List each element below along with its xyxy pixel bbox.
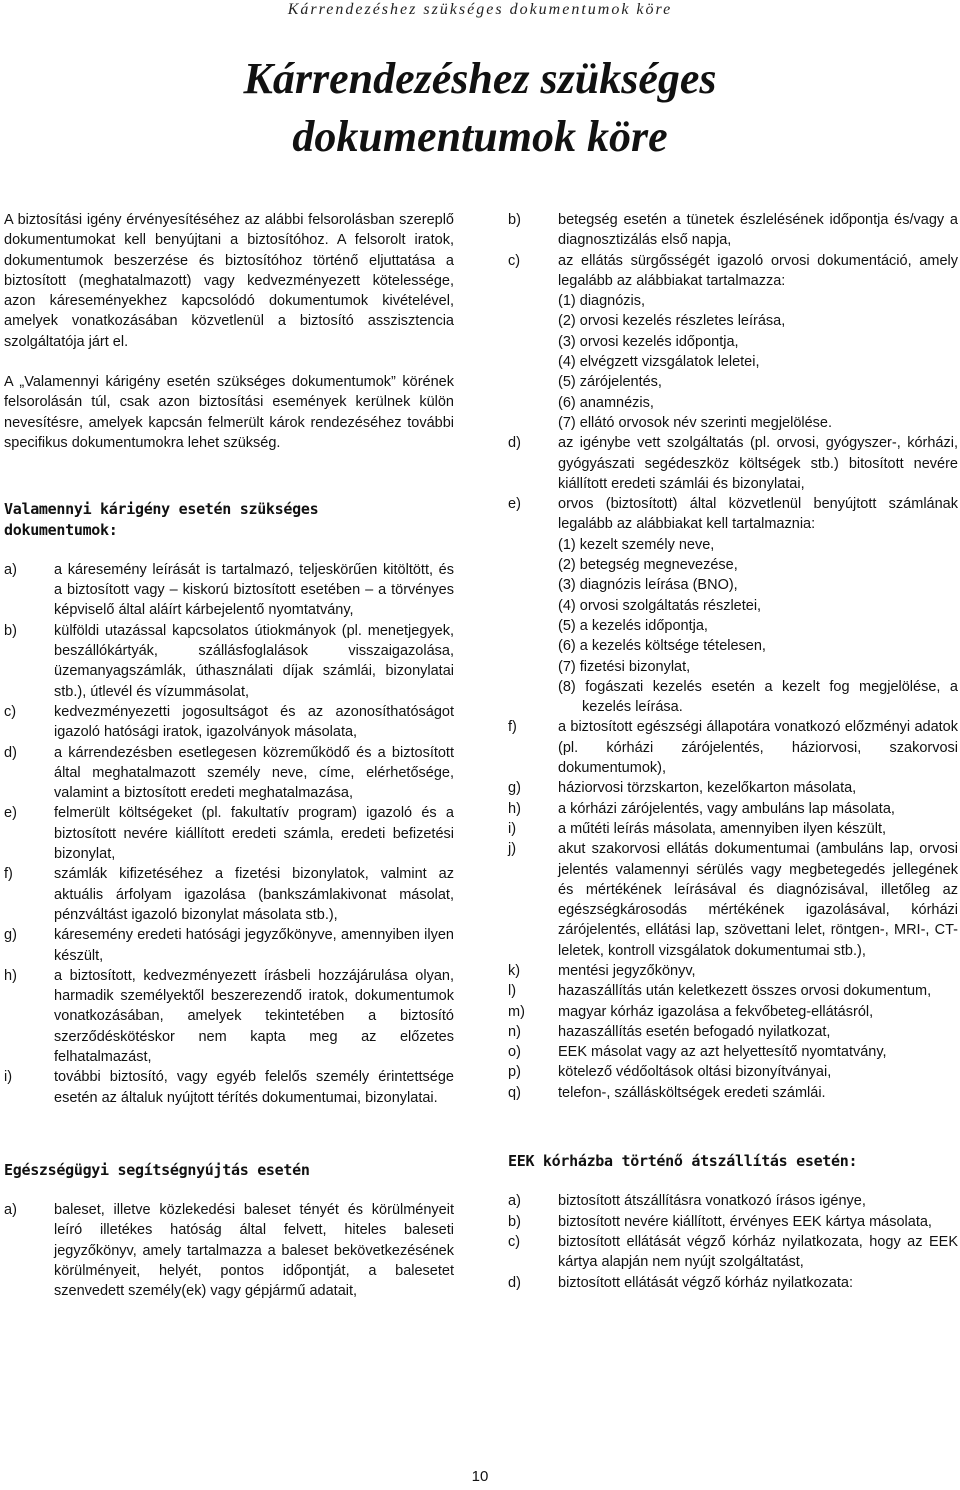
page-title [0,50,960,166]
list-item [508,1002,958,1022]
list-item-label: g) [4,927,17,944]
list-item-text: számlák kifizetéséhez a fizetési bizonylatok, valmint az aktuális árfolyam igazolása (bankszámlakivonat másolat, pénzváltást igazoló bizonylat másolata stb.), [54,866,454,923]
list-item [508,1042,958,1062]
list-item [508,961,958,981]
running-head: Kárrendezéshez szükséges dokumentumok köre [287,1,673,18]
list-item [508,251,958,434]
list-item-label: h) [508,800,521,817]
list-item [4,702,454,743]
general-heading-line-2: dokumentumok: [4,520,118,539]
list-item [4,560,454,621]
list-item-text: EEK másolat vagy az azt helyettesítő nyomtatvány, [558,1044,887,1061]
sub-item: (2) orvosi kezelés részletes leírása, [558,313,786,330]
list-item-label: h) [4,967,17,984]
list-item-text: külföldi utazással kapcsolatos útiokmányok (pl. menetjegyek, beszállókártyák, szállásfoglalások visszaigazolása, üzemanyagszámlák, úthasználati díjak számlái, bizonylatai stb.), útlevél és vízummásolat, [54,622,454,700]
list-item [4,1200,454,1301]
list-item-text: további biztosító, vagy egyéb felelős személy érintettsége esetén az általuk nyújtott térítés dokumentumai, bizonylatai. [54,1069,454,1106]
list-item-label: e) [508,496,521,513]
list-item-label: a) [508,1193,521,1210]
list-item-text: a kárrendezésben esetlegesen közreműködő és a biztosított által meghatalmazott személy neve, címe, elérhetősége, valamint a biztosított eredeti meghatalmazása, [54,744,454,802]
list-item [508,1273,958,1293]
sub-item: (5) a kezelés időpontja, [558,617,708,634]
list-item-text: a biztosított, kedvezményezett írásbeli hozzájárulása olyan, harmadik személyektől beszerezendő iratok, dokumentumok vonatkozásában, amelyek tekintetében a biztosító szerződéskötéskor nem kapta meg az előzetes felhatalmazást, [54,967,454,1065]
list-item [4,925,454,966]
list-item [4,864,454,925]
list-item [4,621,454,702]
list-item-label: f) [4,866,13,883]
right-column [508,210,958,1293]
list-item-text: káresemény eredeti hatósági jegyzőkönyve, amennyiben ilyen készült, [54,927,454,964]
health-documents-list [508,210,958,1103]
page-number: 10 [471,1468,489,1485]
sub-item: (3) diagnózis leírása (BNO), [558,577,738,594]
general-documents-heading [4,499,454,540]
list-item [508,433,958,494]
list-item-label: l) [508,983,517,1000]
title-line-2: dokumentumok köre [292,112,668,161]
sub-item: (4) elvégzett vizsgálatok leletei, [558,354,760,371]
list-item [508,839,958,961]
list-item-text: telefon-, szállásköltségek eredeti számlái. [558,1084,826,1101]
health-assistance-heading: Egészségügyi segítségnyújtás esetén [4,1160,310,1179]
intro-paragraph-1: A biztosítási igény érvényesítéséhez az alábbi felsorolásban szereplő dokumentumokat kell benyújtani a biztosítóhoz. A felsorolt iratok, dokumentumok beszerzése és biztosítóhoz történő eljuttatása a biztosított (meghatalmazott) vagy kedvezményezett kötelessége, azon káreseményekhez kapcsolódó dokumentumok kivételével, amelyek vonatkozásában közvetlenül a biztosító asszisztencia szolgáltatója járt el. [4,212,454,350]
list-item-text: baleset, illetve közlekedési baleset tényét és körülményeit leíró illetékes hatóság által felvett, hiteles baleseti jegyzőkönyv, amely tartalmazza a baleset bekövetkezésének körülményeit, helyét, pontos időpontját, a balesetet szenvedett személy(ek) vagy gépjármű adatait, [54,1202,454,1300]
sub-item: (2) betegség megnevezése, [558,557,738,574]
list-item [508,494,958,717]
list-item-label: b) [4,622,17,639]
list-item [508,819,958,839]
list-item-label: d) [508,435,521,452]
list-item-label: g) [508,780,521,797]
list-item [508,717,958,778]
list-item [508,1212,958,1232]
list-item [4,1067,454,1108]
list-item-label: b) [508,1213,521,1230]
list-item-text: a biztosított egészségi állapotára vonatkozó előzményi adatok (pl. kórházi zárójelentés, háziorvosi, szakorvosi dokumentumok), [558,719,958,777]
list-item-label: c) [508,252,521,269]
list-item-label: j) [508,841,517,858]
list-item [508,210,958,251]
list-item-label: q) [508,1084,521,1101]
list-item-label: i) [4,1069,13,1086]
sub-item: (4) orvosi szolgáltatás részletei, [558,597,762,614]
list-item [4,803,454,864]
sub-item: (8) fogászati kezelés esetén a kezelt fog megjelölése, a kezelés leírása. [558,678,958,716]
list-item-text: a kórházi zárójelentés, vagy ambuláns lap másolata, [558,800,895,817]
sub-item: (1) diagnózis, [558,293,646,310]
list-item-label: k) [508,962,521,979]
list-item-label: p) [508,1064,521,1081]
sub-item: (1) kezelt személy neve, [558,536,715,553]
list-item [508,1191,958,1211]
list-item [4,966,454,1067]
sub-item: (6) anamnézis, [558,394,654,411]
list-item [508,981,958,1001]
list-item-body [558,251,958,434]
list-item-text: kötelező védőoltások oltási bizonyítványai, [558,1064,832,1081]
eek-transfer-list [508,1191,958,1292]
general-heading-line-1: Valamennyi kárigény esetén szükséges [4,500,319,519]
list-item-label: d) [4,744,17,761]
list-item-label: c) [508,1233,521,1250]
list-item-label: n) [508,1023,521,1040]
health-assistance-list [4,1200,454,1301]
list-item-text: magyar kórház igazolása a fekvőbeteg-ellátásról, [558,1003,874,1020]
list-item-text: mentési jegyzőkönyv, [558,962,696,979]
list-item-label: b) [508,212,521,228]
list-item-label: a) [4,1202,17,1219]
title-line-1: Kárrendezéshez szükséges [243,54,717,103]
list-item-text: betegség esetén a tünetek észlelésének időpontja és/vagy a diagnosztizálás első napja, [558,212,958,249]
eek-transfer-heading: EEK kórházba történő átszállítás esetén: [508,1152,858,1171]
list-item [4,743,454,804]
sub-item: (7) fizetési bizonylat, [558,658,691,675]
list-item-text: biztosított ellátását végző kórház nyilatkozata, hogy az EEK kártya alapján nem nyújt szolgáltatást, [558,1233,958,1271]
list-item-text: felmerült költségeket (pl. fakultatív program) igazoló és a biztosított nevére kiállított eredeti számla, eredeti befizetési bizonylat, [54,805,454,863]
list-item-label: f) [508,719,517,736]
list-item [508,1083,958,1103]
list-item-label: i) [508,820,517,837]
intro-paragraph-2: A „Valamennyi kárigény esetén szükséges dokumentumok” körének felsorolásán túl, csak azon biztosítási események kerülnek külön nevesítésre, amelyek kapcsán felmerült károk rendezéséhez további specifikus dokumentumokra lehet szükség. [4,374,454,451]
list-item [508,1022,958,1042]
list-item-label: a) [4,561,17,578]
list-item-text: a műtéti leírás másolata, amennyiben ilyen készült, [558,820,887,837]
list-item-text: akut szakorvosi ellátás dokumentumai (ambuláns lap, orvosi jelentés valamennyi sérülés vagy megbetegedés jellegének és mértékének leírásával és diagnózisával, illetőleg az egészségkárosodás mértékének igazolásával, kórházi zárójelentés, ellátási lap, szövettani lelet, röntgen-, MRI-, CT-leletek, kontroll vizsgálatok dokumentumai stb.), [558,841,958,959]
list-item-text: az ellátás sürgősségét igazoló orvosi dokumentáció, amely legalább az alábbiakat tartalmazza: [558,252,958,289]
list-item-body [558,494,958,717]
list-item-text: háziorvosi törzskarton, kezelőkarton másolata, [558,780,857,797]
list-item [508,1232,958,1273]
general-documents-list [4,560,454,1108]
sub-item: (7) ellátó orvosok név szerinti megjelölése. [558,414,833,431]
list-item-text: biztosított ellátását végző kórház nyilatkozata: [558,1274,853,1291]
list-item-text: a káresemény leírását is tartalmazó, teljeskörűen kitöltött, és a biztosított vagy – kiskorú biztosított esetében – a törvényes képviselő által aláírt kárbejelentő nyomtatvány, [54,561,454,619]
list-item-label: m) [508,1003,525,1020]
list-item-label: e) [4,805,17,822]
sub-item: (5) zárójelentés, [558,374,662,391]
list-item-label: o) [508,1044,521,1061]
list-item-text: kedvezményezetti jogosultságot és az azonosíthatóságot igazoló hatósági iratok, igazolványok másolata, [54,703,454,741]
list-item [508,778,958,798]
list-item-text: az igénybe vett szolgáltatás (pl. orvosi, gyógyszer-, kórházi, gyógyászati segédeszköz költségek stb.) bitosított nevére kiállított eredeti számlái és bizonylatai, [558,435,958,492]
list-item-text: biztosított nevére kiállított, érvényes EEK kártya másolata, [558,1213,932,1230]
list-item-text: hazaszállítás esetén befogadó nyilatkozat, [558,1023,831,1040]
list-item-label: d) [508,1274,521,1291]
sub-item: (6) a kezelés költsége tételesen, [558,638,766,655]
list-item [508,799,958,819]
list-item-text: hazaszállítás után keletkezett összes orvosi dokumentum, [558,983,932,1000]
left-column [4,210,454,1302]
list-item-label: c) [4,703,17,720]
sub-item: (3) orvosi kezelés időpontja, [558,333,739,350]
list-item-text: biztosított átszállításra vonatkozó írásos igénye, [558,1193,866,1210]
list-item [508,1062,958,1082]
list-item-text: orvos (biztosított) által közvetlenül benyújtott számlának legalább az alábbiakat kell tartalmaznia: [558,496,958,533]
